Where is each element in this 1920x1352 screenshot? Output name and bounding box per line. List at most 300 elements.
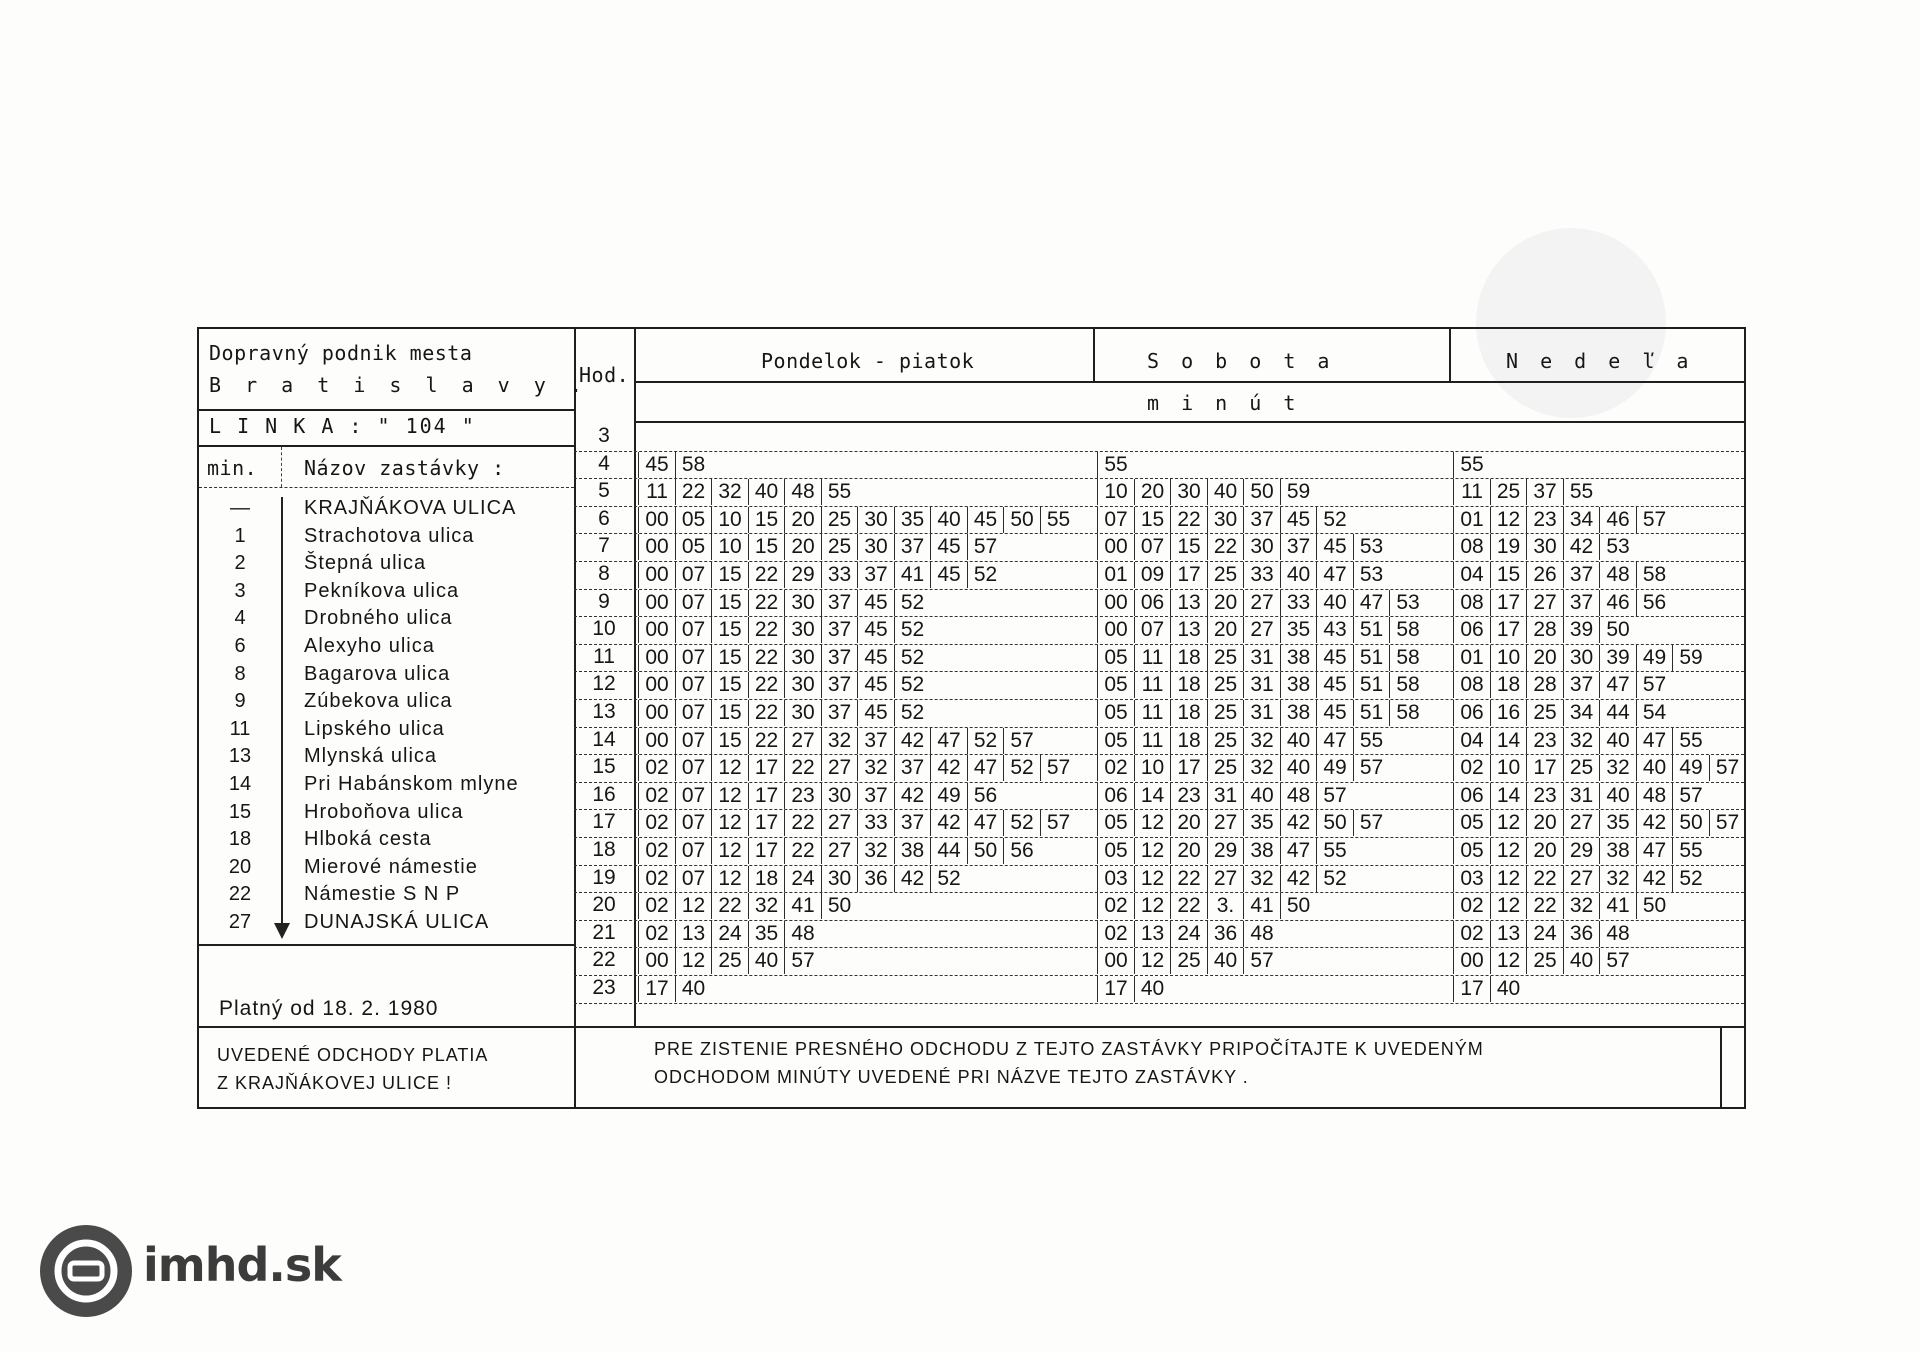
departure-minute: 55 [1453,452,1490,478]
departure-minute: 37 [1280,534,1317,560]
departure-minute: 14 [1134,783,1171,809]
departure-minute: 17 [1526,755,1563,781]
departure-minute: 40 [1134,976,1171,1002]
departure-minute: 12 [1134,948,1171,974]
departure-minute: 33 [857,810,894,836]
departure-minute: 57 [1316,783,1353,809]
departure-minute: 12 [1490,893,1527,919]
departure-minute: 51 [1353,617,1390,643]
departure-minute: 40 [675,976,712,1002]
departure-minute: 10 [711,507,748,533]
departure-minute: 20 [1526,645,1563,671]
departure-minute: 53 [1353,534,1390,560]
departure-minute: 05 [1097,810,1134,836]
departure-minute: 47 [1353,590,1390,616]
departure-minute: 40 [1599,728,1636,754]
departure-minute: 40 [1207,948,1244,974]
departure-minute: 38 [1280,700,1317,726]
stop-minutes: 1 [234,524,246,547]
departure-minute: 13 [1170,617,1207,643]
departure-minute: 52 [894,645,931,671]
departure-minute: 22 [748,700,785,726]
departure-minute: 07 [675,590,712,616]
departure-minute: 45 [1280,507,1317,533]
departure-minute: 52 [930,866,967,892]
departure-minute: 12 [1490,948,1527,974]
departure-minute: 41 [784,893,821,919]
departure-minute: 53 [1599,534,1636,560]
stop-minutes: 6 [234,635,246,657]
departure-minute: 02 [1097,921,1134,947]
departure-minute: 35 [748,921,785,947]
departure-minute: 47 [1636,838,1673,864]
company-city: B r a t i s l a v y . [209,373,588,397]
departure-minute: 48 [1280,783,1317,809]
departure-minute: 06 [1453,617,1490,643]
departure-minute: 29 [1563,838,1600,864]
departure-minute: 45 [857,672,894,698]
departure-minute: 55 [1040,507,1077,533]
hour-label: 12 [592,672,616,696]
timetable-sheet [197,327,1746,1109]
departure-minute: 45 [930,534,967,560]
departure-minute: 57 [1636,672,1673,698]
departure-minute: 57 [1353,755,1390,781]
departure-minute: 42 [1280,866,1317,892]
departure-minute: 49 [1672,755,1709,781]
departure-minute: 34 [1563,507,1600,533]
departure-minute: 37 [857,562,894,588]
departure-minute: 05 [1453,838,1490,864]
departure-minute: 41 [894,562,931,588]
departure-minute: 39 [1563,617,1600,643]
departure-minute: 15 [711,590,748,616]
departure-minute: 17 [1453,976,1490,1002]
departure-minute: 45 [1316,645,1353,671]
departure-minute: 42 [894,866,931,892]
departure-minute: 00 [638,507,675,533]
departure-minute: 04 [1453,728,1490,754]
departure-minute: 13 [675,921,712,947]
stop-name: Mierové námestie [304,855,478,878]
hour-label: 4 [598,451,610,475]
hour-label: 13 [592,700,616,723]
departure-minute: 30 [821,783,858,809]
departure-minute: 12 [711,755,748,781]
departure-minute: 12 [1490,810,1527,836]
departure-minute: 00 [1097,617,1134,643]
departure-minute: 24 [1170,921,1207,947]
stop-minutes: 2 [234,552,246,575]
departure-minute: 32 [1563,893,1600,919]
departure-minute: 25 [1170,948,1207,974]
departure-minute: 10 [711,534,748,560]
departure-minute: 23 [1526,507,1563,533]
sunday-header: N e d e ľ a [1506,349,1694,373]
hour-label: 23 [592,976,616,999]
departure-minute: 18 [1170,672,1207,698]
departure-minute: 38 [1280,645,1317,671]
departure-minute: 00 [638,948,675,974]
departure-minute: 16 [1490,700,1527,726]
departure-minute: 31 [1243,700,1280,726]
departure-minute: 23 [1526,728,1563,754]
departure-minute: 22 [748,590,785,616]
departure-minute: 37 [821,672,858,698]
departure-minute: 17 [638,976,675,1002]
hour-label: 20 [592,893,616,917]
departure-minute: 45 [1316,534,1353,560]
departure-minute: 11 [1453,479,1490,505]
stop-minutes: 18 [228,828,252,851]
departure-minute: 10 [1490,645,1527,671]
departure-minute: 05 [1453,810,1490,836]
departure-minute: 11 [638,479,675,505]
departure-minute: 22 [784,755,821,781]
departure-minute: 25 [1207,672,1244,698]
departure-minute: 25 [711,948,748,974]
departure-minute: 54 [1636,700,1673,726]
departure-minute: 13 [1490,921,1527,947]
departure-minute: 02 [638,783,675,809]
departure-minute: 52 [1003,810,1040,836]
departure-minute: 40 [1490,976,1527,1002]
departure-minute: 02 [638,838,675,864]
site-name: imhd.sk [143,1238,341,1292]
departure-minute: 11 [1134,728,1171,754]
departure-minute: 37 [857,728,894,754]
departure-minute: 57 [1353,810,1390,836]
departure-minute: 42 [1280,810,1317,836]
departure-minute: 32 [1243,755,1280,781]
departure-minute: 55 [821,479,858,505]
departure-minute: 17 [748,810,785,836]
stop-minutes: 11 [229,717,251,740]
departure-minute: 01 [1453,507,1490,533]
departure-minute: 06 [1134,590,1171,616]
departure-minute: 46 [1599,590,1636,616]
departure-minute: 30 [784,590,821,616]
valid-from: Platný od 18. 2. 1980 [219,997,439,1020]
departure-minute: 46 [1599,507,1636,533]
hour-label: 19 [592,865,616,889]
departure-minute: 15 [748,534,785,560]
departure-minute: 40 [1280,728,1317,754]
departure-minute: 53 [1389,590,1426,616]
departure-minute: 40 [930,507,967,533]
departure-minute: 40 [1207,479,1244,505]
departure-minute: 25 [821,507,858,533]
stop-name: Pekníkova ulica [304,579,460,602]
hour-label: 6 [598,506,610,530]
departure-minute: 00 [1453,948,1490,974]
departure-minute: 57 [967,534,1004,560]
departure-minute: 55 [1672,728,1709,754]
departure-minute: 50 [821,893,858,919]
departure-minute: 37 [857,783,894,809]
departure-minute: 55 [1563,479,1600,505]
departure-minute: 22 [748,617,785,643]
departure-minute: 15 [711,562,748,588]
departure-minute: 00 [638,562,675,588]
departure-minute: 48 [1599,921,1636,947]
departure-minute: 57 [1709,810,1746,836]
departure-minute: 55 [1097,452,1134,478]
departure-minute: 45 [967,507,1004,533]
departure-minute: 47 [967,755,1004,781]
departure-minute: 27 [1563,810,1600,836]
departure-minute: 05 [1097,672,1134,698]
departure-minute: 09 [1134,562,1171,588]
departure-minute: 32 [857,755,894,781]
departure-minute: 15 [711,617,748,643]
departure-minute: 22 [711,893,748,919]
departure-minute: 18 [748,866,785,892]
departure-minute: 02 [638,921,675,947]
departure-minute: 45 [857,700,894,726]
departure-minute: 52 [967,728,1004,754]
departure-minute: 33 [821,562,858,588]
departure-minute: 51 [1353,672,1390,698]
departure-minute: 22 [1170,866,1207,892]
departure-minute: 12 [675,948,712,974]
departure-minute: 20 [784,534,821,560]
departure-minute: 37 [1526,479,1563,505]
departure-minute: 42 [1563,534,1600,560]
departure-minute: 50 [1636,893,1673,919]
imhd-logo-icon [40,1225,132,1317]
departure-minute: 08 [1453,672,1490,698]
departure-minute: 32 [821,728,858,754]
stop-minutes: 4 [234,607,246,630]
row-divider [574,1003,1744,1004]
departure-minute: 32 [1243,728,1280,754]
departure-minute: 15 [711,672,748,698]
departure-minute: 20 [784,507,821,533]
weekday-header: Pondelok - piatok [761,349,975,373]
departure-minute: 30 [784,617,821,643]
departure-minute: 27 [1243,617,1280,643]
departure-minute: 37 [1563,590,1600,616]
departure-minute: 48 [1636,783,1673,809]
departure-minute: 37 [821,645,858,671]
departure-minute: 23 [784,783,821,809]
departure-minute: 57 [784,948,821,974]
footer-right-line1: PRE ZISTENIE PRESNÉHO ODCHODU Z TEJTO ZASTÁVKY PRIPOČÍTAJTE K UVEDENÝM [654,1039,1484,1059]
departure-minute: 30 [784,700,821,726]
departure-minute: 30 [784,645,821,671]
departure-minute: 12 [711,866,748,892]
departure-minute: 33 [1243,562,1280,588]
departure-minute: 24 [1526,921,1563,947]
hour-label: 17 [592,810,616,834]
departure-minute: 17 [1490,590,1527,616]
departure-minute: 37 [821,590,858,616]
departure-minute: 15 [748,507,785,533]
departure-minute: 42 [1636,866,1673,892]
departure-minute: 28 [1526,617,1563,643]
departure-minute: 05 [1097,700,1134,726]
departure-minute: 32 [1243,866,1280,892]
departure-minute: 30 [857,534,894,560]
stop-name: Štepná ulica [304,552,427,575]
departure-minute: 07 [1097,507,1134,533]
departure-minute: 48 [784,921,821,947]
departure-minute: 11 [1134,672,1171,698]
departure-minute: 11 [1134,700,1171,726]
departure-minute: 13 [1170,590,1207,616]
departure-minute: 12 [1134,893,1171,919]
departure-minute: 25 [1490,479,1527,505]
departure-minute: 41 [1243,893,1280,919]
departure-minute: 40 [1599,783,1636,809]
departure-minute: 37 [821,700,858,726]
departure-minute: 42 [894,728,931,754]
departure-minute: 49 [1316,755,1353,781]
departure-minute: 27 [784,728,821,754]
departure-minute: 57 [1599,948,1636,974]
departure-minute: 56 [1636,590,1673,616]
departure-minute: 30 [821,866,858,892]
departure-minute: 42 [894,783,931,809]
departure-minute: 02 [1097,893,1134,919]
departure-minute: 18 [1170,700,1207,726]
departure-minute: 08 [1453,590,1490,616]
departure-minute: 05 [1097,645,1134,671]
departure-minute: 03 [1097,866,1134,892]
stop-minutes: 27 [228,911,252,933]
departure-minute: 00 [1097,534,1134,560]
departure-minute: 25 [1207,645,1244,671]
departure-minute: 42 [1636,810,1673,836]
departure-minute: 37 [1563,562,1600,588]
departure-minute: 22 [784,838,821,864]
departure-minute: 53 [1353,562,1390,588]
departure-minute: 03 [1453,866,1490,892]
departure-minute: 00 [638,617,675,643]
departure-minute: 25 [1526,948,1563,974]
departure-minute: 25 [821,534,858,560]
departure-minute: 27 [1243,590,1280,616]
departure-minute: 17 [1490,617,1527,643]
departure-minute: 17 [748,755,785,781]
departure-minute: 52 [894,700,931,726]
departure-minute: 00 [638,700,675,726]
departure-minute: 12 [1134,866,1171,892]
departure-minute: 52 [1316,507,1353,533]
departure-minute: 15 [1490,562,1527,588]
departure-minute: 52 [967,562,1004,588]
departure-minute: 17 [1170,755,1207,781]
departure-minute: 32 [748,893,785,919]
departure-minute: 18 [1170,728,1207,754]
departure-minute: 40 [748,479,785,505]
departure-minute: 38 [1599,838,1636,864]
departure-minute: 40 [1316,590,1353,616]
stop-name: Hroboňova ulica [304,800,464,823]
footer-left-line2: Z KRAJŇÁKOVEJ ULICE ! [217,1073,453,1093]
departure-minute: 27 [821,810,858,836]
departure-minute: 00 [638,728,675,754]
stop-minutes: — [230,497,250,519]
departure-minute: 15 [1134,507,1171,533]
departure-minute: 47 [930,728,967,754]
hour-label: 14 [592,727,616,751]
departure-minute: 27 [1207,866,1244,892]
departure-minute: 30 [1526,534,1563,560]
departure-minute: 57 [1040,810,1077,836]
departure-minute: 40 [1280,562,1317,588]
stop-minutes: 22 [228,883,252,906]
departure-minute: 10 [1490,755,1527,781]
departure-minute: 06 [1453,783,1490,809]
stop-minutes: 14 [228,773,252,795]
departure-minute: 22 [748,728,785,754]
departure-minute: 07 [675,810,712,836]
departure-minute: 23 [1526,783,1563,809]
departure-minute: 50 [1003,507,1040,533]
departure-minute: 56 [1003,838,1040,864]
departure-minute: 47 [1316,562,1353,588]
departure-minute: 20 [1134,479,1171,505]
departure-minute: 38 [894,838,931,864]
departure-minute: 27 [1526,590,1563,616]
departure-minute: 07 [675,617,712,643]
departure-minute: 18 [1170,645,1207,671]
departure-minute: 17 [1170,562,1207,588]
departure-minute: 17 [748,838,785,864]
stop-name: Hlboká cesta [304,828,432,851]
departure-minute: 22 [1526,893,1563,919]
departure-minute: 48 [1599,562,1636,588]
departure-minute: 49 [930,783,967,809]
departure-minute: 30 [857,507,894,533]
departure-minute: 49 [1636,645,1673,671]
departure-minute: 02 [1453,893,1490,919]
hour-header: Hod. [579,363,630,387]
departure-minute: 20 [1170,838,1207,864]
departure-minute: 17 [748,783,785,809]
departure-minute: 57 [1243,948,1280,974]
departure-minute: 45 [857,645,894,671]
row-divider [574,451,1744,452]
departure-minute: 40 [1563,948,1600,974]
departure-minute: 39 [1599,645,1636,671]
departure-minute: 31 [1243,645,1280,671]
departure-minute: 50 [1672,810,1709,836]
departure-minute: 52 [1003,755,1040,781]
hour-label: 21 [592,920,616,944]
departure-minute: 04 [1453,562,1490,588]
departure-minute: 36 [1563,921,1600,947]
departure-minute: 07 [1134,534,1171,560]
departure-minute: 05 [675,534,712,560]
departure-minute: 50 [1243,479,1280,505]
departure-minute: 06 [1097,783,1134,809]
departure-minute: 31 [1563,783,1600,809]
departure-minute: 02 [638,810,675,836]
departure-minute: 12 [1134,838,1171,864]
departure-minute: 15 [711,700,748,726]
departure-minute: 32 [857,838,894,864]
departure-minute: 59 [1280,479,1317,505]
departure-minute: 24 [784,866,821,892]
departure-minute: 31 [1243,672,1280,698]
departure-minute: 55 [1353,728,1390,754]
departure-minute: 12 [1490,838,1527,864]
departure-minute: 37 [894,755,931,781]
departure-minute: 12 [711,810,748,836]
